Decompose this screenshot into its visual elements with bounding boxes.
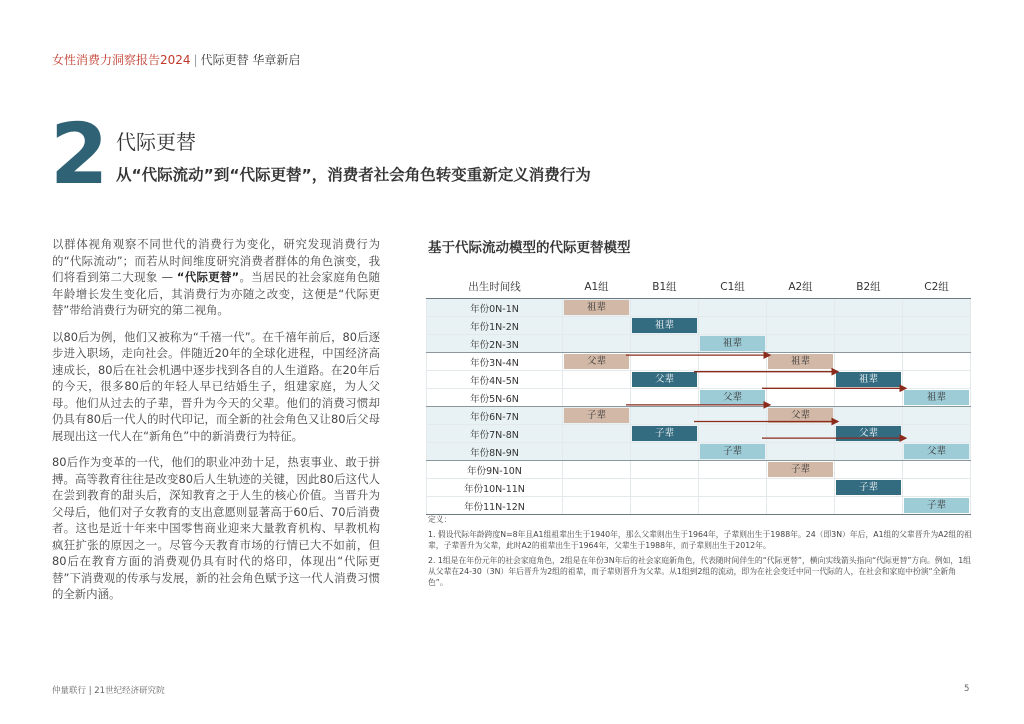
table-cell xyxy=(699,461,767,479)
table-cell xyxy=(699,407,767,425)
table-row xyxy=(427,371,971,389)
table-cell xyxy=(699,425,767,443)
row-label: 年份9N-10N xyxy=(427,461,563,479)
role-block: 子辈 xyxy=(904,498,969,513)
column-header: A2组 xyxy=(767,274,835,299)
header-separator: | xyxy=(193,53,198,67)
table-cell xyxy=(835,407,903,425)
role-block: 父辈 xyxy=(632,372,697,387)
body-text xyxy=(52,236,380,613)
table-cell xyxy=(563,299,631,317)
row-label: 年份10N-11N xyxy=(427,479,563,497)
role-block: 子辈 xyxy=(632,426,697,441)
table-cell xyxy=(903,479,971,497)
table-cell xyxy=(563,425,631,443)
table-cell xyxy=(563,371,631,389)
definition-notes xyxy=(428,514,974,592)
paragraph-2: 以80后为例，他们又被称为“千禧一代”。在千禧年前后，80后逐步进入职场，走向社会。伴随近20年的全球化进程，中国经济高速成长，80后在社会机遇中逐步找到各自的人生道路。在20年后的今天，很多80后的年轻人早已结婚生子，组建家庭，为人父母。他们从过去的子辈，晋升为今天的父辈。他们的消费习惯却仍具有80后一代人的时代印记，而全新的社会角色又让80后父母展现出这一代人在“新角色”中的新消费行为特征。 xyxy=(52,329,380,443)
role-block: 父辈 xyxy=(564,354,629,369)
column-header: A1组 xyxy=(563,274,631,299)
table-row xyxy=(427,335,971,353)
role-block: 子辈 xyxy=(564,408,629,423)
table-cell xyxy=(903,317,971,335)
row-label: 年份0N-1N xyxy=(427,299,563,317)
row-label: 年份11N-12N xyxy=(427,497,563,515)
column-header: 出生时间线 xyxy=(427,274,563,299)
table-row xyxy=(427,497,971,515)
row-label: 年份2N-3N xyxy=(427,335,563,353)
table-cell xyxy=(835,479,903,497)
generation-model-table xyxy=(426,274,971,515)
table-cell xyxy=(767,335,835,353)
table-cell xyxy=(631,425,699,443)
section-number: 2 xyxy=(50,105,109,203)
paragraph-1-a: 以群体视角观察不同世代的消费行为变化，研究发现消费行为的“代际流动”；而若从时间维度研究消费者群体的角色演变，我们将看到第二大现象 — xyxy=(52,237,380,284)
notes-heading: 定义： xyxy=(428,515,452,524)
table-row xyxy=(427,443,971,461)
table-cell xyxy=(631,461,699,479)
column-header: B1组 xyxy=(631,274,699,299)
table-row xyxy=(427,461,971,479)
row-label: 年份4N-5N xyxy=(427,371,563,389)
table-cell xyxy=(767,371,835,389)
table-cell xyxy=(631,299,699,317)
table-body xyxy=(427,299,971,515)
table-cell xyxy=(699,299,767,317)
chart-title: 基于代际流动模型的代际更替模型 xyxy=(428,240,631,256)
table-row xyxy=(427,407,971,425)
role-block: 子辈 xyxy=(700,444,765,459)
table-cell xyxy=(563,317,631,335)
table-cell xyxy=(563,497,631,515)
table-row xyxy=(427,425,971,443)
table-cell xyxy=(699,479,767,497)
role-block: 父辈 xyxy=(904,444,969,459)
table-cell xyxy=(903,389,971,407)
table-cell xyxy=(903,335,971,353)
note-2: 2. 1组是在年份元年的社会家庭角色，2组是在年份3N年后的社会家庭新角色，代表随时间伴生的“代际更替”，横向实线箭头指向“代际更替”方向。例如，1组从父辈在24-30（3N）年后晋升为2组的祖辈，而子辈则晋升为父辈。从1组到2组的流动，即为在社会变迁中同一代际的人，在社会和家庭中扮演“全新角色”。 xyxy=(428,556,971,587)
report-title: 女性消费力洞察报告2024 xyxy=(52,53,191,67)
column-header: B2组 xyxy=(835,274,903,299)
table-cell xyxy=(835,497,903,515)
table-row xyxy=(427,317,971,335)
table-row xyxy=(427,353,971,371)
column-header: C2组 xyxy=(903,274,971,299)
row-label: 年份7N-8N xyxy=(427,425,563,443)
table-cell xyxy=(631,389,699,407)
report-header xyxy=(52,51,300,68)
table-row xyxy=(427,299,971,317)
role-block: 父辈 xyxy=(768,408,833,423)
table-cell xyxy=(767,389,835,407)
row-label: 年份6N-7N xyxy=(427,407,563,425)
table-cell xyxy=(699,497,767,515)
table-cell xyxy=(767,425,835,443)
table-row xyxy=(427,389,971,407)
paragraph-1 xyxy=(52,236,380,319)
table-header-row xyxy=(427,274,971,299)
table-cell xyxy=(835,353,903,371)
table-cell xyxy=(699,335,767,353)
table-cell xyxy=(835,425,903,443)
table-cell xyxy=(767,461,835,479)
role-block: 祖辈 xyxy=(836,372,901,387)
table-cell xyxy=(631,497,699,515)
table-cell xyxy=(563,353,631,371)
report-subtitle: 代际更替 华章新启 xyxy=(200,53,301,67)
table-cell xyxy=(903,407,971,425)
table-cell xyxy=(903,461,971,479)
note-1: 1. 假设代际年龄跨度N=8年且A1组祖辈出生于1940年，那么父辈则出生于1964年，子辈则出生于1988年。24（即3N）年后，A1组的父辈晋升为A2组的祖辈，子辈晋升为父辈，此时A2的祖辈出生于1964年，父辈生于1988年，而子辈则出生于2012年。 xyxy=(428,530,972,550)
paragraph-1-b: 。当居民的社会家庭角色随年龄增长发生变化后，其消费行为亦随之改变，这便是“代际更替”带给消费行为研究的第二视角。 xyxy=(52,270,380,317)
table-cell xyxy=(835,317,903,335)
table-cell xyxy=(903,353,971,371)
table-cell xyxy=(631,335,699,353)
table-cell xyxy=(563,335,631,353)
table-cell xyxy=(563,407,631,425)
paragraph-1-highlight: “代际更替” xyxy=(176,270,240,284)
table-cell xyxy=(699,317,767,335)
section-title: 代际更替 xyxy=(116,130,196,154)
table-cell xyxy=(699,389,767,407)
table-cell xyxy=(563,461,631,479)
table-cell xyxy=(835,461,903,479)
table-cell xyxy=(699,443,767,461)
table-cell xyxy=(767,353,835,371)
table-cell xyxy=(767,497,835,515)
column-header: C1组 xyxy=(699,274,767,299)
table-cell xyxy=(903,371,971,389)
table-row xyxy=(427,479,971,497)
table-cell xyxy=(767,299,835,317)
table-cell xyxy=(563,479,631,497)
table-cell xyxy=(563,389,631,407)
paragraph-3: 80后作为变革的一代，他们的职业冲劲十足，热衷事业、敢于拼搏。高等教育往往是改变80后人生轨迹的关键，因此80后这代人在尝到教育的甜头后，深知教育之于人生的核心价值。当晋升为父母后，他们对子女教育的支出意愿则显著高于60后、70后消费者。这也是近十年来中国零售商业迎来大量教育机构、早教机构疯狂扩张的原因之一。尽管今天教育市场的行情已大不如前，但80后在教育方面的消费观仍具有时代的烙印，体现出“代际更替”下消费观的传承与发展，新的社会角色赋予这一代人消费习惯的全新内涵。 xyxy=(52,455,380,601)
table-cell xyxy=(631,371,699,389)
table-cell xyxy=(903,299,971,317)
table-cell xyxy=(631,479,699,497)
row-label: 年份8N-9N xyxy=(427,443,563,461)
role-block: 父辈 xyxy=(836,426,901,441)
row-label: 年份1N-2N xyxy=(427,317,563,335)
role-block: 祖辈 xyxy=(768,354,833,369)
page-number: 5 xyxy=(964,684,970,694)
table-cell xyxy=(903,425,971,443)
row-label: 年份3N-4N xyxy=(427,353,563,371)
role-block: 子辈 xyxy=(768,462,833,477)
table-cell xyxy=(631,443,699,461)
table-cell xyxy=(835,371,903,389)
table-cell xyxy=(767,479,835,497)
table-cell xyxy=(903,497,971,515)
table-cell xyxy=(699,353,767,371)
role-block: 祖辈 xyxy=(632,318,697,333)
role-block: 父辈 xyxy=(700,390,765,405)
row-label: 年份5N-6N xyxy=(427,389,563,407)
section-subtitle: 从“代际流动”到“代际更替”，消费者社会角色转变重新定义消费行为 xyxy=(116,166,591,184)
role-block: 祖辈 xyxy=(700,336,765,351)
table-cell xyxy=(699,371,767,389)
table-cell xyxy=(835,389,903,407)
role-block: 祖辈 xyxy=(904,390,969,405)
table-cell xyxy=(767,407,835,425)
table-cell xyxy=(631,353,699,371)
table-cell xyxy=(767,443,835,461)
table-cell xyxy=(631,317,699,335)
role-block: 祖辈 xyxy=(564,300,629,315)
table-cell xyxy=(835,299,903,317)
table-cell xyxy=(835,335,903,353)
table-cell xyxy=(631,407,699,425)
role-block: 子辈 xyxy=(836,480,901,495)
table-cell xyxy=(835,443,903,461)
table-cell xyxy=(563,443,631,461)
table-cell xyxy=(767,317,835,335)
table-cell xyxy=(903,443,971,461)
footer-source: 仲量联行 | 21世纪经济研究院 xyxy=(52,686,165,696)
